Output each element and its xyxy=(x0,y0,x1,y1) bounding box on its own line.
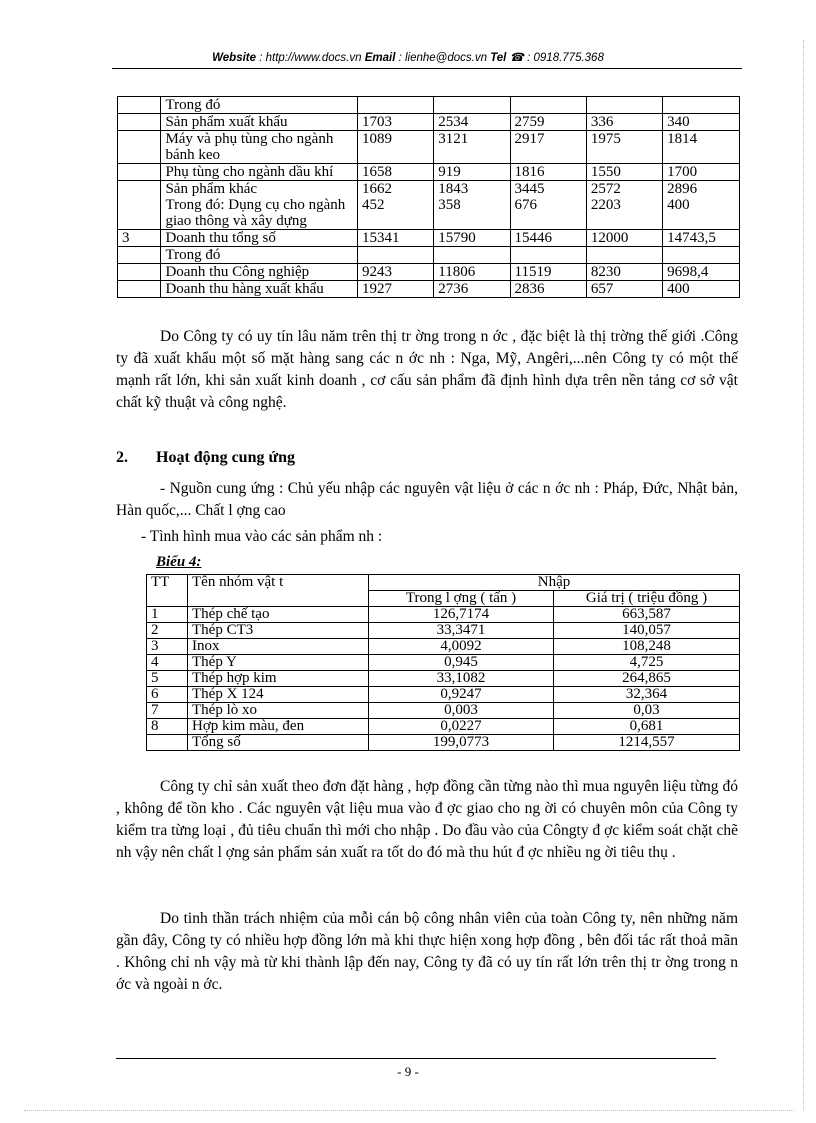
table-row xyxy=(118,230,740,247)
row-number xyxy=(118,97,161,114)
row-value xyxy=(510,247,586,264)
value-cell: 108,248 xyxy=(554,639,740,655)
quantity-cell: 33,1082 xyxy=(369,671,554,687)
quantity-cell: 33,3471 xyxy=(369,623,554,639)
row-number xyxy=(118,164,161,181)
paragraph-ordering: Công ty chỉ sản xuất theo đơn đặt hàng , hợp đồng cần từng nào thì mua nguyên liệu từng đó , không để tồn kho . Các nguyên vật liệu mua vào đ ợc giao cho ng ời có chuyên môn của Công ty kiểm tra từng loại , đủ tiêu chuẩn thì mới cho nhập . Do đầu vào của Côngty đ ợc kiểm soát chặt chẽ nh vậy nên chất l ợng sản phẩm sản xuất ra tốt do đó mà thu hút đ ợc nhiều ng ời tiêu thụ . xyxy=(116,778,738,861)
header-divider xyxy=(112,68,742,69)
row-number xyxy=(118,281,161,298)
website-label: Website xyxy=(212,52,257,64)
header-name: Tên nhóm vật t xyxy=(188,575,369,607)
row-number: 6 xyxy=(147,687,188,703)
table-caption: Biểu 4: xyxy=(156,554,202,570)
value-cell: 0,03 xyxy=(554,703,740,719)
material-name: Tổng số xyxy=(188,735,369,751)
quantity-cell: 0,945 xyxy=(369,655,554,671)
value-cell: 140,057 xyxy=(554,623,740,639)
table-row xyxy=(118,247,740,264)
row-label: Doanh thu hàng xuất khẩu xyxy=(161,281,358,298)
tel-number: ☎ : 0918.775.368 xyxy=(509,52,604,64)
tel-label: Tel xyxy=(490,52,507,64)
row-number xyxy=(118,264,161,281)
row-number xyxy=(118,114,161,131)
material-name: Thép hợp kim xyxy=(188,671,369,687)
row-value xyxy=(357,247,433,264)
table-row xyxy=(118,281,740,298)
quantity-cell: 199,0773 xyxy=(369,735,554,751)
row-number: 3 xyxy=(147,639,188,655)
row-value: 1975 xyxy=(586,131,662,164)
purchase-status-text: - Tình hình mua vào các sản phẩm nh : xyxy=(141,528,383,545)
row-value: 14743,5 xyxy=(663,230,740,247)
table-row xyxy=(118,181,740,230)
row-value: 2759 xyxy=(510,114,586,131)
row-value: 2836 xyxy=(510,281,586,298)
table-row xyxy=(118,114,740,131)
row-label: Sản phẩm xuất khẩu xyxy=(161,114,358,131)
table-header-row xyxy=(147,575,740,591)
row-value xyxy=(434,247,510,264)
row-value: 15446 xyxy=(510,230,586,247)
row-value: 2736 xyxy=(434,281,510,298)
row-label: Sản phẩm khác Trong đó: Dụng cụ cho ngành giao thông và xây dựng xyxy=(161,181,358,230)
table-row xyxy=(118,264,740,281)
row-value: 3445 676 xyxy=(510,181,586,230)
table-row xyxy=(147,735,740,751)
row-value xyxy=(434,97,510,114)
row-number xyxy=(118,131,161,164)
row-value: 8230 xyxy=(586,264,662,281)
row-label: Phụ tùng cho ngành dầu khí xyxy=(161,164,358,181)
value-cell: 32,364 xyxy=(554,687,740,703)
row-value: 1927 xyxy=(357,281,433,298)
material-name: Thép lò xo xyxy=(188,703,369,719)
section-number: 2. xyxy=(116,449,128,466)
table-row xyxy=(147,671,740,687)
row-number xyxy=(118,247,161,264)
row-value: 1658 xyxy=(357,164,433,181)
paragraph-responsibility: Do tinh thần trách nhiệm của mỗi cán bộ công nhân viên của toàn Công ty, nên những năm gần đây, Công ty có nhiều hợp đồng lớn mà khi thực hiện xong hợp đồng , bên đối tác rất thoả mãn . Không chỉ nh vậy mà từ khi thành lập đến nay, Công ty đã có uy tín rất lớn trên thị tr ờng trong n ớc và ngoài n ớc. xyxy=(116,910,738,993)
revenue-table xyxy=(117,96,740,298)
row-value: 1700 xyxy=(663,164,740,181)
page-edge xyxy=(24,1110,794,1111)
table-row xyxy=(147,687,740,703)
quantity-cell: 126,7174 xyxy=(369,607,554,623)
quantity-cell: 0,9247 xyxy=(369,687,554,703)
email-label: Email xyxy=(364,52,396,64)
row-value xyxy=(663,247,740,264)
row-value: 919 xyxy=(434,164,510,181)
table-row xyxy=(147,703,740,719)
row-number: 8 xyxy=(147,719,188,735)
row-number: 3 xyxy=(118,230,161,247)
page-number: - 9 - xyxy=(397,1064,419,1079)
table-row xyxy=(147,719,740,735)
quantity-cell: 4,0092 xyxy=(369,639,554,655)
material-name: Hợp kim màu, đen xyxy=(188,719,369,735)
row-label: Doanh thu Công nghiệp xyxy=(161,264,358,281)
row-number: 5 xyxy=(147,671,188,687)
row-value xyxy=(586,247,662,264)
row-value: 1843 358 xyxy=(434,181,510,230)
supply-source-text: - Nguồn cung ứng : Chủ yếu nhập các nguyên vật liệu ở các n ớc nh : Pháp, Đức, Nhật bản, Hàn quốc,... Chất l ợng cao xyxy=(116,480,738,519)
row-number: 2 xyxy=(147,623,188,639)
page-header xyxy=(0,50,816,64)
paragraph-reputation: Do Công ty có uy tín lâu năm trên thị tr ờng trong n ớc , đặc biệt là thị trờng thế giới .Công ty đã xuất khẩu một số mặt hàng sang các n ớc nh : Nga, Mỹ, Angêri,...nên Công ty có một thế mạnh rất lớn, khi sản xuất kinh doanh , cơ cấu sản phẩm đã định hình dựa trên nền tảng cơ sở vật chất kỹ thuật và công nghệ. xyxy=(116,328,738,411)
header-tt: TT xyxy=(147,575,188,607)
row-value: 15790 xyxy=(434,230,510,247)
header-import: Nhập xyxy=(369,575,740,591)
value-cell: 663,587 xyxy=(554,607,740,623)
quantity-cell: 0,003 xyxy=(369,703,554,719)
table-row xyxy=(118,97,740,114)
row-value: 1814 xyxy=(663,131,740,164)
row-label: Trong đó xyxy=(161,247,358,264)
row-value: 1816 xyxy=(510,164,586,181)
table-row xyxy=(147,607,740,623)
row-value xyxy=(357,97,433,114)
row-value: 1089 xyxy=(357,131,433,164)
row-number: 4 xyxy=(147,655,188,671)
row-value: 657 xyxy=(586,281,662,298)
row-value: 15341 xyxy=(357,230,433,247)
row-label: Doanh thu tổng số xyxy=(161,230,358,247)
row-value: 1662 452 xyxy=(357,181,433,230)
table-row xyxy=(147,623,740,639)
header-quantity: Trong l ợng ( tấn ) xyxy=(369,591,554,607)
row-value: 9698,4 xyxy=(663,264,740,281)
row-number: 1 xyxy=(147,607,188,623)
page-edge-side xyxy=(803,40,804,1110)
row-value xyxy=(663,97,740,114)
row-value: 336 xyxy=(586,114,662,131)
material-name: Inox xyxy=(188,639,369,655)
row-value: 11806 xyxy=(434,264,510,281)
row-value: 2534 xyxy=(434,114,510,131)
footer-divider xyxy=(116,1058,716,1059)
row-number xyxy=(118,181,161,230)
email-address[interactable]: : lienhe@docs.vn xyxy=(398,52,487,64)
value-cell: 264,865 xyxy=(554,671,740,687)
row-value: 400 xyxy=(663,281,740,298)
quantity-cell: 0,0227 xyxy=(369,719,554,735)
value-cell: 0,681 xyxy=(554,719,740,735)
table-row xyxy=(118,164,740,181)
row-value: 340 xyxy=(663,114,740,131)
website-url[interactable]: : http://www.docs.vn xyxy=(259,52,362,64)
table-row xyxy=(118,131,740,164)
row-value: 9243 xyxy=(357,264,433,281)
row-number xyxy=(147,735,188,751)
material-name: Thép X 124 xyxy=(188,687,369,703)
row-number: 7 xyxy=(147,703,188,719)
row-value: 12000 xyxy=(586,230,662,247)
table-row xyxy=(147,639,740,655)
row-value: 2917 xyxy=(510,131,586,164)
row-label: Máy và phụ tùng cho ngành bánh keo xyxy=(161,131,358,164)
row-value: 2896 400 xyxy=(663,181,740,230)
material-name: Thép CT3 xyxy=(188,623,369,639)
header-value: Giá trị ( triệu đồng ) xyxy=(554,591,740,607)
row-value xyxy=(510,97,586,114)
row-value: 2572 2203 xyxy=(586,181,662,230)
value-cell: 4,725 xyxy=(554,655,740,671)
row-value: 1703 xyxy=(357,114,433,131)
section-heading xyxy=(116,449,295,467)
material-name: Thép Y xyxy=(188,655,369,671)
row-value: 1550 xyxy=(586,164,662,181)
table-row xyxy=(147,655,740,671)
row-value: 11519 xyxy=(510,264,586,281)
section-title: Hoạt động cung ứng xyxy=(156,449,295,466)
materials-table xyxy=(146,574,740,751)
material-name: Thép chế tạo xyxy=(188,607,369,623)
row-value: 3121 xyxy=(434,131,510,164)
value-cell: 1214,557 xyxy=(554,735,740,751)
row-value xyxy=(586,97,662,114)
row-label: Trong đó xyxy=(161,97,358,114)
